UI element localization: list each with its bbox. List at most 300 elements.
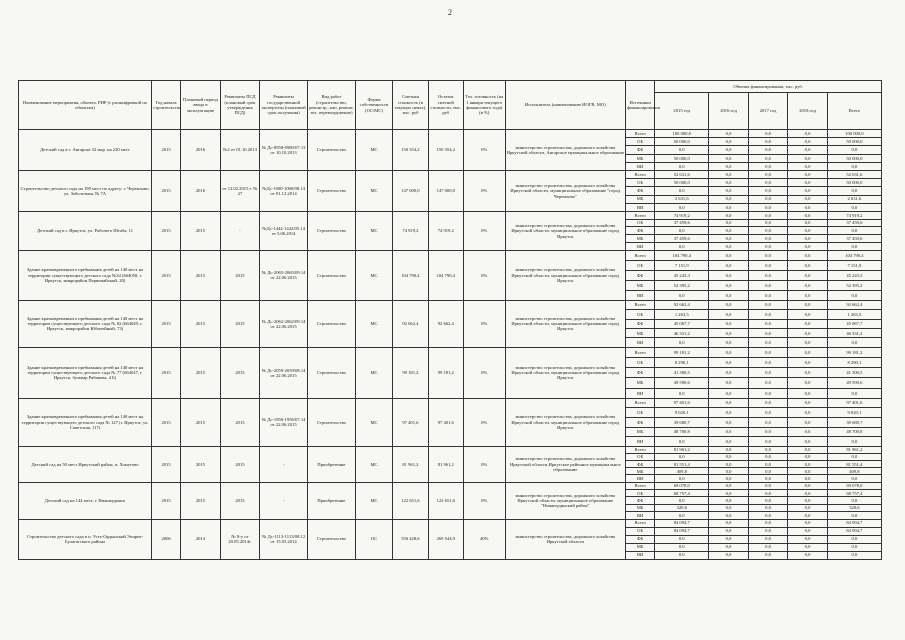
estimated-cost-cell: 104 790,4 bbox=[393, 250, 428, 300]
amount-cell: 0,0 bbox=[709, 446, 749, 453]
amount-cell: 0,0 bbox=[788, 227, 828, 235]
amount-cell: 0,0 bbox=[709, 543, 749, 551]
col-header: Реквизиты государственной экспертизы (плановый срок получения) bbox=[260, 81, 308, 130]
executor-cell: министерство строительства, дорожного хозяйства Иркутской области, муниципальное образование "город Черемхово" bbox=[505, 170, 626, 211]
amount-cell: 100 000,0 bbox=[655, 130, 709, 138]
amount-cell: 0,0 bbox=[709, 280, 749, 290]
object-name-cell: Здание кратковременного пребывания детей на 140 мест на территории существующего детского сада № 127 (г. Иркутск, ул. Советская, 117) bbox=[19, 398, 152, 446]
funding-source-cell: ФБ bbox=[626, 319, 655, 328]
work-type-cell: Строительство bbox=[308, 300, 356, 347]
table-row bbox=[19, 347, 882, 357]
amount-cell: 0,0 bbox=[788, 358, 828, 368]
amount-cell: 0,0 bbox=[748, 490, 788, 497]
total-cell: 0,0 bbox=[827, 551, 881, 559]
financing-group-header: Объемы финансирования, тыс. руб. bbox=[655, 81, 882, 93]
amount-cell: 0,0 bbox=[748, 154, 788, 162]
amount-cell: 37 459,6 bbox=[655, 235, 709, 243]
amount-cell: 99 181,2 bbox=[655, 347, 709, 357]
total-cell: 37 459,6 bbox=[827, 219, 881, 227]
total-cell: 0,0 bbox=[827, 338, 881, 347]
amount-cell: 0,0 bbox=[788, 446, 828, 453]
total-cell: 68 757,4 bbox=[827, 490, 881, 497]
col-header: Наименование мероприятия, объекта, РИР (с расшифровкой по объектам) bbox=[19, 81, 152, 130]
amount-cell: 0,0 bbox=[709, 347, 749, 357]
table-row bbox=[19, 300, 882, 309]
readiness-cell: 0% bbox=[463, 300, 505, 347]
amount-cell: 0,0 bbox=[748, 453, 788, 460]
funding-source-cell: Всего bbox=[626, 398, 655, 408]
total-cell: 52 395,2 bbox=[827, 280, 881, 290]
object-name-cell: Детский сад на 144 мест, г. Нижнеудинск bbox=[19, 482, 152, 519]
amount-cell: 84 094,7 bbox=[655, 519, 709, 527]
ownership-cell: МС bbox=[355, 170, 392, 211]
psd-cell: 2015 bbox=[220, 398, 260, 446]
total-cell: 0,0 bbox=[827, 187, 881, 195]
expertise-cell: № Дс-1113-1113/08.12 от 15.05.2014 bbox=[260, 519, 308, 559]
table-body bbox=[19, 130, 882, 560]
executor-cell: министерство строительства, дорожного хозяйства Иркутской области, Ангарское муниципальное образование bbox=[505, 130, 626, 171]
psd-cell: от 12.02.2015 г. № 27 bbox=[220, 170, 260, 211]
executor-cell: министерство строительства, дорожного хозяйства Иркутской области, муниципальное образование город Иркутск bbox=[505, 398, 626, 446]
amount-cell: 0,0 bbox=[709, 195, 749, 203]
executor-cell: министерство строительства, дорожного хозяйства Иркутской области, муниципальное образование город Иркутск bbox=[505, 250, 626, 300]
amount-cell: 69 078,0 bbox=[655, 482, 709, 489]
col-header: Плановый период ввода в эксплуатацию bbox=[181, 81, 221, 130]
total-cell: 9 020,1 bbox=[827, 408, 881, 418]
amount-cell: 45 243,3 bbox=[655, 270, 709, 280]
start-year-cell: 2015 bbox=[152, 300, 181, 347]
funding-source-cell: МБ bbox=[626, 543, 655, 551]
remaining-cost-cell: 269 544,9 bbox=[428, 519, 463, 559]
psd-cell: - bbox=[220, 211, 260, 250]
amount-cell: 74 919,2 bbox=[655, 211, 709, 219]
funding-source-cell: МБ bbox=[626, 280, 655, 290]
amount-cell: 0,0 bbox=[709, 290, 749, 300]
funding-source-cell: ВИ bbox=[626, 512, 655, 519]
commission-period-cell: 2015 bbox=[181, 211, 221, 250]
amount-cell: 0,0 bbox=[709, 250, 749, 260]
amount-cell: 0,0 bbox=[748, 300, 788, 309]
amount-cell: 0,0 bbox=[748, 319, 788, 328]
total-cell: 2 631,6 bbox=[827, 195, 881, 203]
amount-cell: 0,0 bbox=[709, 504, 749, 511]
funding-source-cell: ОБ bbox=[626, 453, 655, 460]
funding-source-cell: Всего bbox=[626, 519, 655, 527]
amount-cell: 0,0 bbox=[788, 347, 828, 357]
amount-cell: 0,0 bbox=[748, 338, 788, 347]
amount-cell: 52 395,2 bbox=[655, 280, 709, 290]
total-cell: 0,0 bbox=[827, 437, 881, 447]
total-cell: 0,0 bbox=[827, 453, 881, 460]
amount-cell: 0,0 bbox=[788, 378, 828, 388]
amount-cell: 0,0 bbox=[788, 300, 828, 309]
amount-cell: 0,0 bbox=[655, 475, 709, 482]
amount-cell: 0,0 bbox=[709, 378, 749, 388]
amount-cell: 0,0 bbox=[709, 162, 749, 170]
total-cell: 52 631,6 bbox=[827, 170, 881, 178]
amount-cell: 0,0 bbox=[788, 154, 828, 162]
executor-cell: министерство строительства, дорожного хозяйства Иркутской области, муниципальное образование город Иркутск bbox=[505, 300, 626, 347]
psd-cell: 2015 bbox=[220, 446, 260, 482]
total-cell: 50 000,0 bbox=[827, 138, 881, 146]
table-header bbox=[19, 81, 882, 130]
table-row bbox=[19, 446, 882, 453]
amount-cell: 0,0 bbox=[788, 195, 828, 203]
work-type-cell: Строительство bbox=[308, 170, 356, 211]
amount-cell: 50 000,0 bbox=[655, 179, 709, 187]
estimated-cost-cell: 122 651,6 bbox=[393, 482, 428, 519]
expertise-cell: - bbox=[260, 482, 308, 519]
total-cell: 48 700,8 bbox=[827, 427, 881, 437]
amount-cell: 0,0 bbox=[748, 310, 788, 319]
funding-source-cell: ВИ bbox=[626, 551, 655, 559]
executor-cell: министерство строительства, дорожного хозяйства Иркутской области, муниципальное образование город Иркутск bbox=[505, 347, 626, 398]
amount-cell: 0,0 bbox=[748, 219, 788, 227]
ownership-cell: ОС bbox=[355, 519, 392, 559]
funding-source-cell: ВИ bbox=[626, 162, 655, 170]
total-cell: 100 000,0 bbox=[827, 130, 881, 138]
amount-cell: 0,0 bbox=[788, 329, 828, 338]
readiness-cell: 0% bbox=[463, 347, 505, 398]
amount-cell: 0,0 bbox=[748, 504, 788, 511]
expertise-cell: №Дс-1000-1000/08.14 от 01.12.2014 bbox=[260, 170, 308, 211]
remaining-cost-cell: 122 651,6 bbox=[428, 482, 463, 519]
amount-cell: 0,0 bbox=[788, 543, 828, 551]
amount-cell: 0,0 bbox=[655, 453, 709, 460]
estimated-cost-cell: 147 000,0 bbox=[393, 170, 428, 211]
amount-cell: 0,0 bbox=[788, 468, 828, 475]
funding-source-cell: ОБ bbox=[626, 219, 655, 227]
year-header: 2018 год bbox=[788, 93, 828, 130]
total-cell: 0,0 bbox=[827, 535, 881, 543]
amount-cell: 0,0 bbox=[748, 512, 788, 519]
total-cell: 8 290,1 bbox=[827, 358, 881, 368]
funding-source-cell: Всего bbox=[626, 170, 655, 178]
total-cell: 50 000,0 bbox=[827, 179, 881, 187]
total-cell: 0,0 bbox=[827, 497, 881, 504]
estimated-cost-cell: 99 181,2 bbox=[393, 347, 428, 398]
readiness-cell: 0% bbox=[463, 482, 505, 519]
total-cell: 74 919,2 bbox=[827, 211, 881, 219]
psd-cell: 2015 bbox=[220, 347, 260, 398]
funding-source-cell: ФБ bbox=[626, 417, 655, 427]
amount-cell: 0,0 bbox=[788, 270, 828, 280]
amount-cell: 0,0 bbox=[709, 319, 749, 328]
amount-cell: 0,0 bbox=[709, 300, 749, 309]
commission-period-cell: 2015 bbox=[181, 250, 221, 300]
funding-source-cell: МБ bbox=[626, 154, 655, 162]
amount-cell: 0,0 bbox=[655, 203, 709, 211]
col-header: Источники финансирования bbox=[626, 81, 655, 130]
total-cell: 69 078,0 bbox=[827, 482, 881, 489]
commission-period-cell: 2016 bbox=[181, 130, 221, 171]
ownership-cell: МС bbox=[355, 347, 392, 398]
amount-cell: 0,0 bbox=[748, 227, 788, 235]
commission-period-cell: 2015 bbox=[181, 300, 221, 347]
commission-period-cell: 2014 bbox=[181, 519, 221, 559]
amount-cell: 0,0 bbox=[709, 260, 749, 270]
amount-cell: 0,0 bbox=[788, 211, 828, 219]
year-header: 2015 год bbox=[655, 93, 709, 130]
col-header: Исполнитель (наименование ИОГВ, МО) bbox=[505, 81, 626, 130]
amount-cell: 0,0 bbox=[788, 179, 828, 187]
funding-source-cell: ОБ bbox=[626, 358, 655, 368]
total-cell: 0,0 bbox=[827, 543, 881, 551]
object-name-cell: Детский сад на 50 мест Иркутский район, п. Хомутово bbox=[19, 446, 152, 482]
funding-source-cell: Всего bbox=[626, 130, 655, 138]
amount-cell: 81 551,4 bbox=[655, 461, 709, 468]
funding-source-cell: ВИ bbox=[626, 338, 655, 347]
amount-cell: 52 631,6 bbox=[655, 170, 709, 178]
financing-table bbox=[18, 80, 882, 560]
total-cell: 0,0 bbox=[827, 227, 881, 235]
amount-cell: 0,0 bbox=[748, 250, 788, 260]
total-cell: 49 590,6 bbox=[827, 378, 881, 388]
amount-cell: 0,0 bbox=[748, 130, 788, 138]
start-year-cell: 2015 bbox=[152, 170, 181, 211]
ownership-cell: МС bbox=[355, 250, 392, 300]
remaining-cost-cell: 92 662,4 bbox=[428, 300, 463, 347]
amount-cell: 0,0 bbox=[748, 437, 788, 447]
amount-cell: 0,0 bbox=[655, 497, 709, 504]
amount-cell: 0,0 bbox=[655, 227, 709, 235]
funding-source-cell: Всего bbox=[626, 482, 655, 489]
amount-cell: 0,0 bbox=[788, 519, 828, 527]
total-cell: 41 300,5 bbox=[827, 368, 881, 378]
total-cell: 0,0 bbox=[827, 162, 881, 170]
amount-cell: 0,0 bbox=[788, 203, 828, 211]
amount-cell: 0,0 bbox=[788, 527, 828, 535]
amount-cell: 0,0 bbox=[655, 162, 709, 170]
amount-cell: 0,0 bbox=[748, 468, 788, 475]
amount-cell: 0,0 bbox=[788, 388, 828, 398]
readiness-cell: 40% bbox=[463, 519, 505, 559]
funding-source-cell: МБ bbox=[626, 468, 655, 475]
total-cell: 39 680,7 bbox=[827, 417, 881, 427]
ownership-cell: МС bbox=[355, 446, 392, 482]
readiness-cell: 0% bbox=[463, 130, 505, 171]
amount-cell: 50 000,0 bbox=[655, 138, 709, 146]
amount-cell: 0,0 bbox=[709, 527, 749, 535]
total-cell: 104 790,4 bbox=[827, 250, 881, 260]
amount-cell: 0,0 bbox=[748, 497, 788, 504]
funding-source-cell: ОБ bbox=[626, 179, 655, 187]
amount-cell: 0,0 bbox=[748, 527, 788, 535]
object-name-cell: Детский сад в г. Ангарске 32 мкр. на 220 мест bbox=[19, 130, 152, 171]
funding-source-cell: ФБ bbox=[626, 535, 655, 543]
ownership-cell: МС bbox=[355, 130, 392, 171]
amount-cell: 0,0 bbox=[709, 358, 749, 368]
amount-cell: 0,0 bbox=[709, 398, 749, 408]
amount-cell: 0,0 bbox=[655, 512, 709, 519]
ownership-cell: МС bbox=[355, 211, 392, 250]
funding-source-cell: ВИ bbox=[626, 437, 655, 447]
amount-cell: 0,0 bbox=[709, 235, 749, 243]
remaining-cost-cell: 99 181,2 bbox=[428, 347, 463, 398]
amount-cell: 0,0 bbox=[788, 535, 828, 543]
funding-source-cell: ОБ bbox=[626, 408, 655, 418]
expertise-cell: № Дс-0958-0980/07.13 от 10.10.2013 bbox=[260, 130, 308, 171]
readiness-cell: 0% bbox=[463, 211, 505, 250]
table-row bbox=[19, 211, 882, 219]
amount-cell: 0,0 bbox=[655, 543, 709, 551]
amount-cell: 0,0 bbox=[709, 203, 749, 211]
amount-cell: 0,0 bbox=[788, 475, 828, 482]
executor-cell: министерство строительства, дорожного хозяйства Иркутской области bbox=[505, 519, 626, 559]
amount-cell: 0,0 bbox=[748, 260, 788, 270]
psd-cell: № 8-у от 20.05.2014г. bbox=[220, 519, 260, 559]
expertise-cell: №Дс-1442-1442/05.14 от 5.06.2014 bbox=[260, 211, 308, 250]
expertise-cell: № Дс-2062-2062/09.14 от 22.06.2015 bbox=[260, 300, 308, 347]
object-name-cell: Детский сад в г. Иркутск, ул. Рабочего Штаба, 11 bbox=[19, 211, 152, 250]
amount-cell: 0,0 bbox=[748, 162, 788, 170]
ownership-cell: МС bbox=[355, 482, 392, 519]
amount-cell: 104 790,4 bbox=[655, 250, 709, 260]
year-header: 2017 год bbox=[748, 93, 788, 130]
executor-cell: министерство строительства, дорожного хозяйства Иркутской области, муниципальное образование город Иркутск bbox=[505, 211, 626, 250]
amount-cell: 0,0 bbox=[748, 280, 788, 290]
amount-cell: 0,0 bbox=[709, 490, 749, 497]
amount-cell: 50 000,0 bbox=[655, 154, 709, 162]
amount-cell: 0,0 bbox=[748, 408, 788, 418]
amount-cell: 0,0 bbox=[748, 551, 788, 559]
work-type-cell: Строительство bbox=[308, 211, 356, 250]
estimated-cost-cell: 92 662,4 bbox=[393, 300, 428, 347]
amount-cell: 0,0 bbox=[748, 461, 788, 468]
funding-source-cell: МБ bbox=[626, 329, 655, 338]
table-row bbox=[19, 398, 882, 408]
funding-source-cell: МБ bbox=[626, 504, 655, 511]
readiness-cell: 0% bbox=[463, 250, 505, 300]
commission-period-cell: 2015 bbox=[181, 398, 221, 446]
amount-cell: 0,0 bbox=[748, 203, 788, 211]
estimated-cost-cell: 556 428,6 bbox=[393, 519, 428, 559]
funding-source-cell: Всего bbox=[626, 250, 655, 260]
total-cell: 0,0 bbox=[827, 290, 881, 300]
total-cell: 0,0 bbox=[827, 475, 881, 482]
amount-cell: 0,0 bbox=[788, 146, 828, 154]
total-cell: 84 094,7 bbox=[827, 527, 881, 535]
amount-cell: 0,0 bbox=[788, 437, 828, 447]
amount-cell: 0,0 bbox=[655, 290, 709, 300]
funding-source-cell: ОБ bbox=[626, 310, 655, 319]
amount-cell: 1 263,5 bbox=[655, 310, 709, 319]
funding-source-cell: ВИ bbox=[626, 243, 655, 251]
amount-cell: 0,0 bbox=[788, 398, 828, 408]
start-year-cell: 2006 bbox=[152, 519, 181, 559]
start-year-cell: 2015 bbox=[152, 130, 181, 171]
table-row bbox=[19, 130, 882, 138]
col-header: Тех. готовность (на 1 января текущего финансового года) (в %) bbox=[463, 81, 505, 130]
funding-source-cell: ВИ bbox=[626, 290, 655, 300]
amount-cell: 0,0 bbox=[788, 162, 828, 170]
start-year-cell: 2015 bbox=[152, 398, 181, 446]
amount-cell: 7 151,9 bbox=[655, 260, 709, 270]
total-cell: 0,0 bbox=[827, 512, 881, 519]
funding-source-cell: ФБ bbox=[626, 368, 655, 378]
amount-cell: 409,8 bbox=[655, 468, 709, 475]
amount-cell: 0,0 bbox=[709, 270, 749, 280]
funding-source-cell: ФБ bbox=[626, 187, 655, 195]
funding-source-cell: МБ bbox=[626, 378, 655, 388]
amount-cell: 0,0 bbox=[748, 329, 788, 338]
amount-cell: 0,0 bbox=[788, 280, 828, 290]
start-year-cell: 2015 bbox=[152, 446, 181, 482]
remaining-cost-cell: 97 401,6 bbox=[428, 398, 463, 446]
amount-cell: 0,0 bbox=[709, 310, 749, 319]
funding-source-cell: ОБ bbox=[626, 138, 655, 146]
object-name-cell: Строительство детского сада на 190 мест по адресу: г. Черемхово, ул. Заболотная, № 7А bbox=[19, 170, 152, 211]
amount-cell: 49 590,6 bbox=[655, 378, 709, 388]
funding-source-cell: Всего bbox=[626, 347, 655, 357]
year-header: 2016 год bbox=[709, 93, 749, 130]
total-cell: 0,0 bbox=[827, 243, 881, 251]
object-name-cell: Здание кратковременного пребывания детей на 140 мест на территории существующего детского сада № 82 (664049, г. Иркутск, микрорайон Юбилейный, 73) bbox=[19, 300, 152, 347]
amount-cell: 0,0 bbox=[748, 270, 788, 280]
amount-cell: 0,0 bbox=[709, 475, 749, 482]
amount-cell: 0,0 bbox=[788, 260, 828, 270]
amount-cell: 0,0 bbox=[709, 453, 749, 460]
remaining-cost-cell: 104 790,4 bbox=[428, 250, 463, 300]
funding-source-cell: ФБ bbox=[626, 497, 655, 504]
amount-cell: 0,0 bbox=[748, 368, 788, 378]
amount-cell: 0,0 bbox=[788, 170, 828, 178]
amount-cell: 0,0 bbox=[709, 170, 749, 178]
remaining-cost-cell: 81 961,2 bbox=[428, 446, 463, 482]
total-cell: 0,0 bbox=[827, 146, 881, 154]
amount-cell: 0,0 bbox=[748, 398, 788, 408]
total-cell: 45 067,7 bbox=[827, 319, 881, 328]
funding-source-cell: ОБ bbox=[626, 527, 655, 535]
funding-source-cell: МБ bbox=[626, 427, 655, 437]
amount-cell: 0,0 bbox=[788, 243, 828, 251]
amount-cell: 92 662,4 bbox=[655, 300, 709, 309]
amount-cell: 0,0 bbox=[709, 211, 749, 219]
amount-cell: 0,0 bbox=[788, 482, 828, 489]
ownership-cell: МС bbox=[355, 398, 392, 446]
total-cell: 81 961,2 bbox=[827, 446, 881, 453]
amount-cell: 0,0 bbox=[709, 368, 749, 378]
amount-cell: 0,0 bbox=[788, 138, 828, 146]
amount-cell: 68 757,4 bbox=[655, 490, 709, 497]
ownership-cell: МС bbox=[355, 300, 392, 347]
amount-cell: 0,0 bbox=[709, 461, 749, 468]
amount-cell: 46 331,2 bbox=[655, 329, 709, 338]
work-type-cell: Строительство bbox=[308, 519, 356, 559]
amount-cell: 0,0 bbox=[748, 543, 788, 551]
funding-source-cell: ВИ bbox=[626, 203, 655, 211]
funding-source-cell: ФБ bbox=[626, 461, 655, 468]
amount-cell: 0,0 bbox=[748, 347, 788, 357]
amount-cell: 0,0 bbox=[709, 437, 749, 447]
funding-source-cell: ОБ bbox=[626, 490, 655, 497]
object-name-cell: Строительство детского сада в п. Усть-Ордынский Эхирит-Булагатского района bbox=[19, 519, 152, 559]
amount-cell: 0,0 bbox=[748, 388, 788, 398]
commission-period-cell: 2015 bbox=[181, 482, 221, 519]
psd-cell: 2015 bbox=[220, 250, 260, 300]
executor-cell: министерство строительства, дорожного хозяйства Иркутской области,Иркутское районное муниципальное образование bbox=[505, 446, 626, 482]
funding-source-cell: ФБ bbox=[626, 227, 655, 235]
expertise-cell: № Дс-1956-1956/07.14 от 22.06.2015 bbox=[260, 398, 308, 446]
amount-cell: 0,0 bbox=[709, 408, 749, 418]
amount-cell: 0,0 bbox=[709, 227, 749, 235]
amount-cell: 81 961,2 bbox=[655, 446, 709, 453]
amount-cell: 0,0 bbox=[709, 417, 749, 427]
amount-cell: 0,0 bbox=[709, 243, 749, 251]
amount-cell: 0,0 bbox=[655, 388, 709, 398]
total-cell: 0,0 bbox=[827, 203, 881, 211]
amount-cell: 97 401,6 bbox=[655, 398, 709, 408]
